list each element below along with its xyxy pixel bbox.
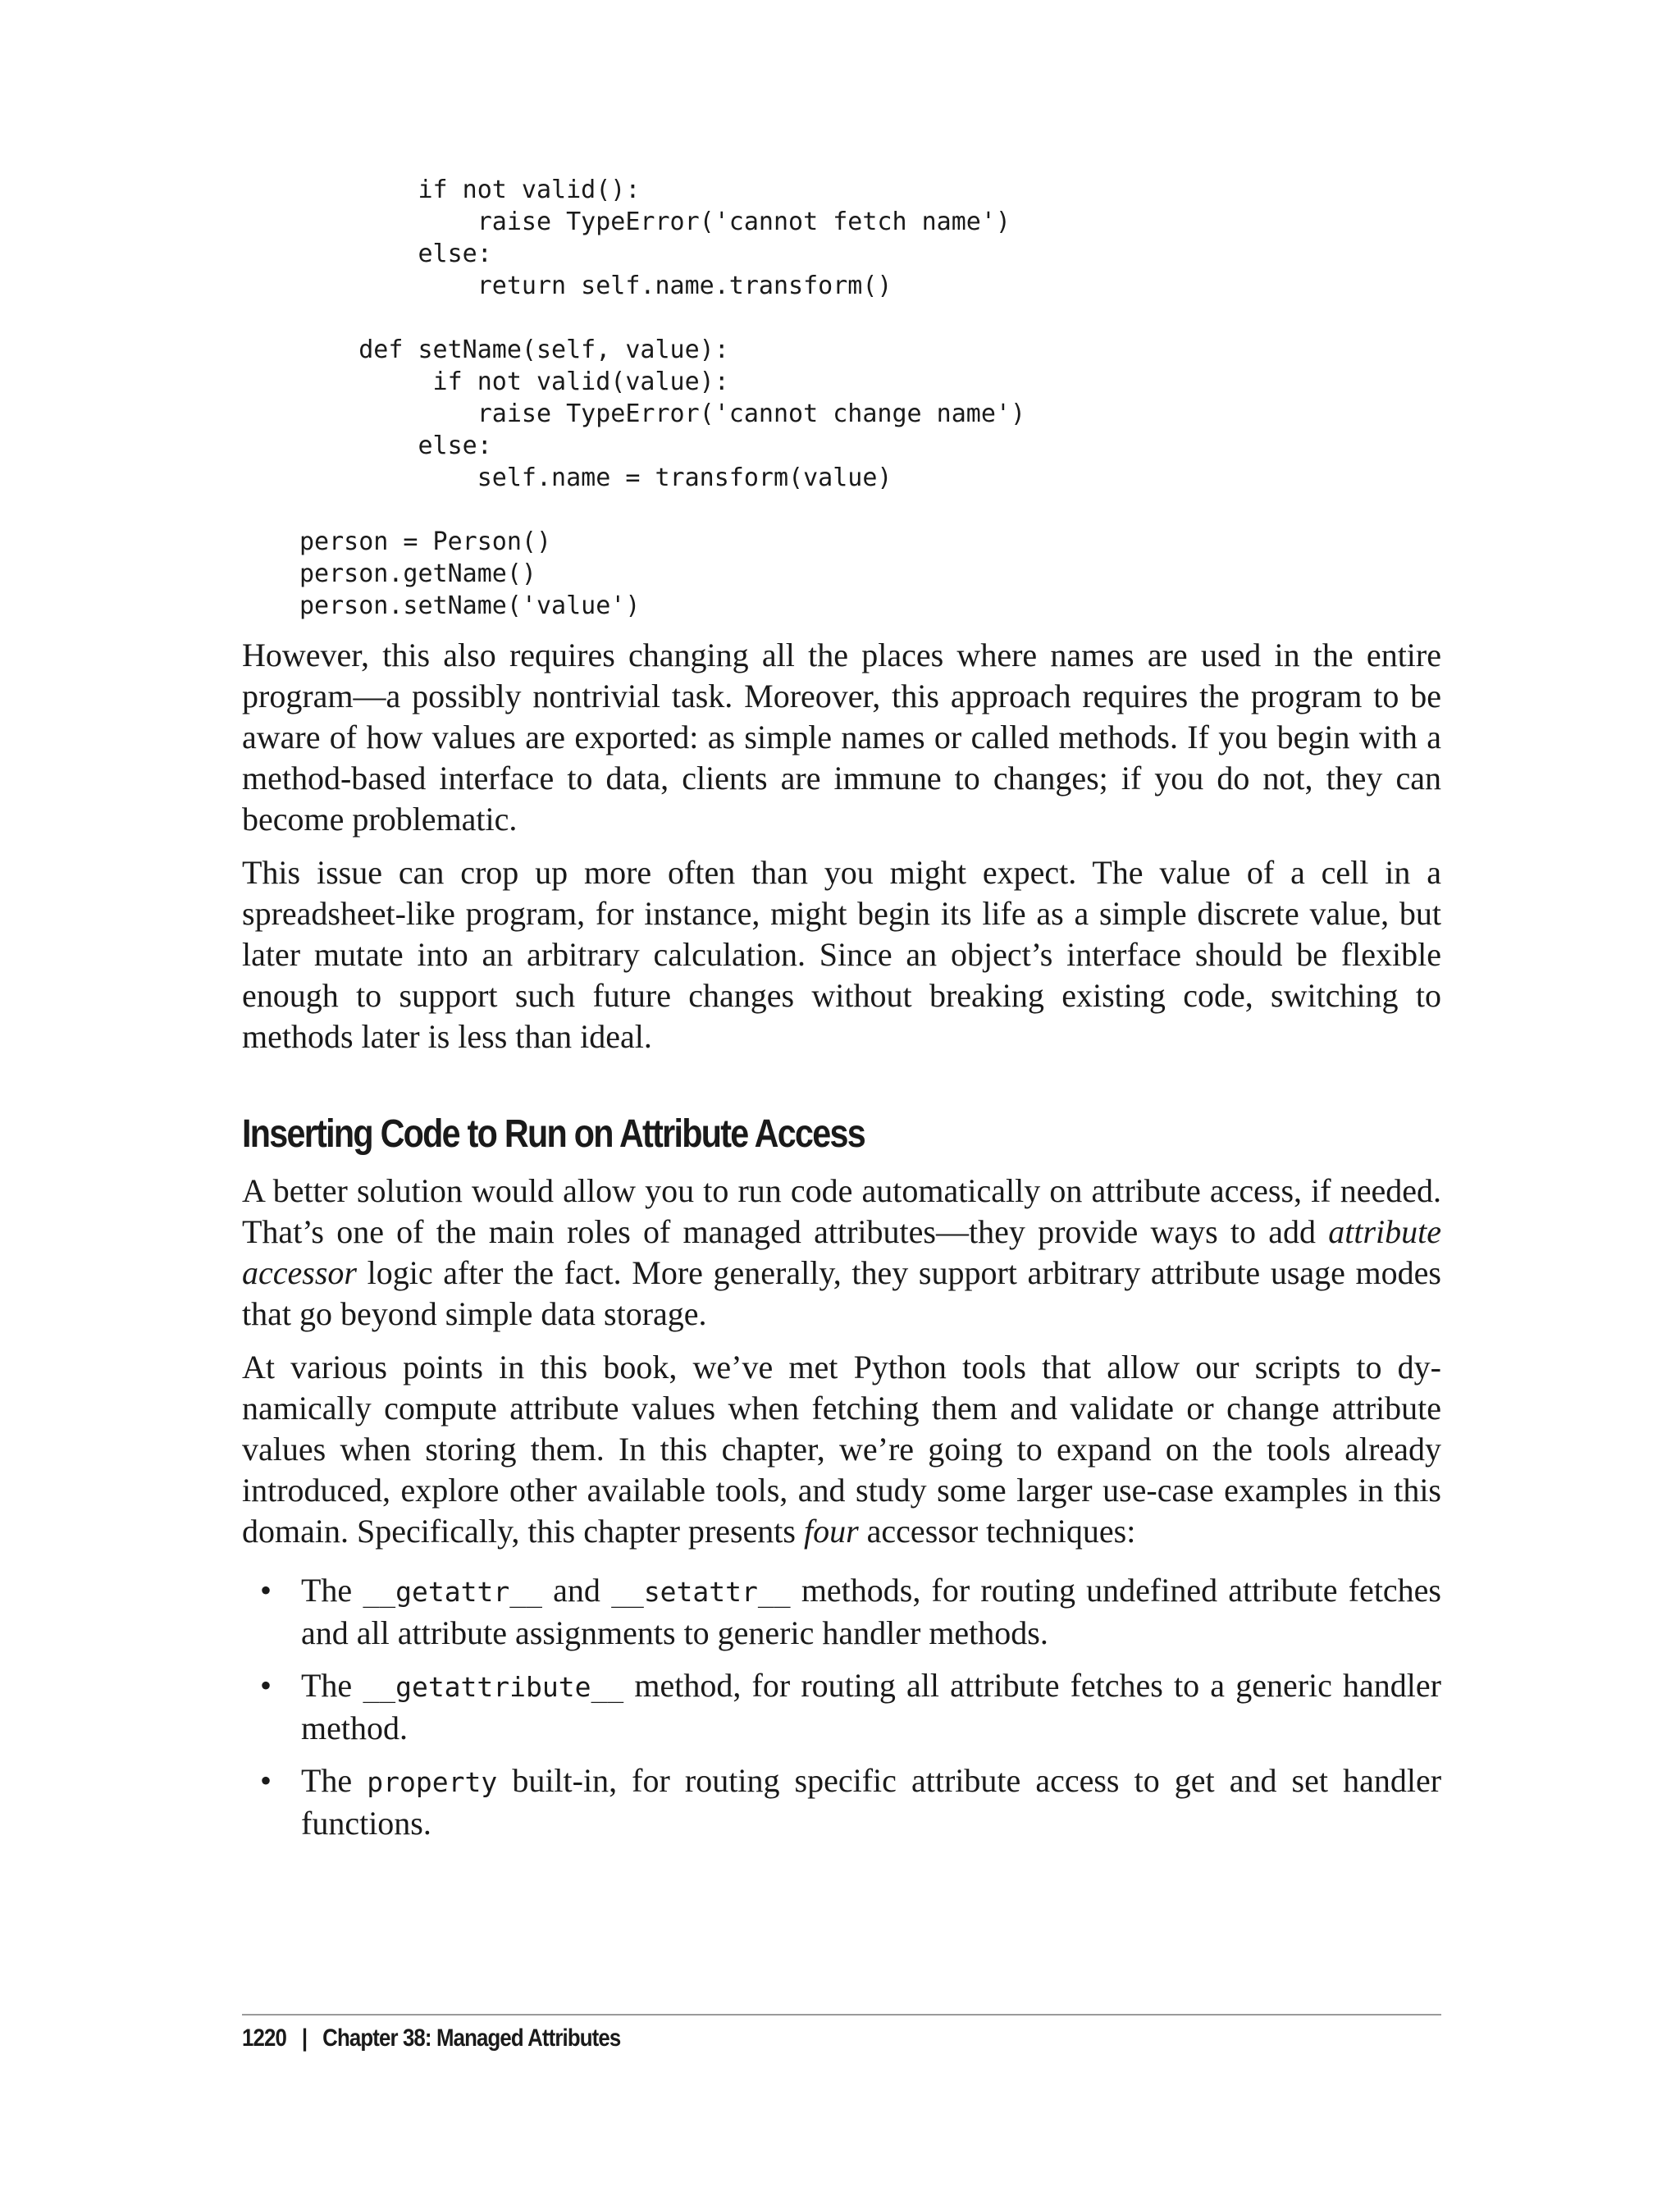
text-run: At various points in this book, we’ve met Python tools that allow our scripts to dynamically compute attribute values when fetching them and validate or change attribute values when storing them. In this chapter, we’re going to expand on the tools already introduced, explore other available tools, and study some larger use-case examples in this domain. Specifically, this chapter presents: [242, 1349, 1441, 1550]
code-line: else:: [299, 431, 492, 460]
page-footer: [242, 2025, 620, 2052]
text-run: The: [301, 1572, 363, 1609]
inline-code: __setattr__: [611, 1576, 791, 1608]
code-line: person.getName(): [299, 559, 536, 588]
code-line: raise TypeError('cannot fetch name'): [299, 208, 1011, 236]
text-run: and: [541, 1572, 612, 1609]
code-line: [299, 302, 1441, 334]
text-run: method, for routing all attribute fetches to a generic handler method.: [301, 1667, 1441, 1746]
list-item: [242, 1665, 1441, 1749]
inline-code: __getattr__: [363, 1576, 542, 1608]
paragraph-spreadsheet-example: This issue can crop up more often than you might expect. The value of a cell in a spreadsheet-like program, for instance, might begin its life as a simple discrete value, but later mutate into an arbitrary calculation. Since an object’s interface should be flexible enough to support such future changes without breaking existing code, switching to methods later is less than ideal.: [242, 854, 1441, 1055]
code-line: raise TypeError('cannot change name'): [299, 399, 1026, 428]
code-block: [299, 174, 1441, 622]
paragraph-python-tools: [242, 1347, 1441, 1552]
inline-code: __getattribute__: [363, 1671, 624, 1703]
code-line: person.setName('value'): [299, 591, 641, 620]
bullet-icon: •: [260, 1667, 272, 1704]
code-line: return self.name.transform(): [299, 272, 892, 300]
emphasis-text: four: [803, 1513, 859, 1550]
paragraph-better-solution: [242, 1171, 1441, 1335]
code-line: person = Person(): [299, 527, 552, 556]
footer-divider: [242, 2014, 1441, 2016]
technique-list: [242, 1570, 1441, 1844]
inline-code: property: [367, 1766, 498, 1798]
emphasis-text: attribute accessor: [242, 1213, 1441, 1291]
footer-separator: |: [301, 2025, 308, 2052]
chapter-title: Chapter 38: Managed Attributes: [322, 2025, 621, 2052]
code-line: else:: [299, 240, 492, 268]
text-run: accessor techniques:: [858, 1513, 1136, 1550]
text-run: The: [301, 1762, 368, 1799]
code-line: [299, 494, 1441, 526]
code-line: def setName(self, value):: [299, 336, 729, 364]
code-line: if not valid():: [299, 176, 641, 204]
text-run: methods, for routing undefined attribute fetches and all attribute assignments to generic handler methods.: [301, 1572, 1441, 1651]
code-line: if not valid(value):: [299, 368, 729, 396]
bullet-icon: •: [260, 1572, 272, 1609]
list-item: [242, 1570, 1441, 1654]
page-number: 1220: [242, 2025, 286, 2052]
page-content: [242, 174, 1441, 1856]
text-run: logic after the fact. More generally, they support arbitrary attribute usage modes that go beyond simple data storage.: [242, 1254, 1441, 1332]
code-line: self.name = transform(value): [299, 463, 892, 492]
section-heading: Inserting Code to Run on Attribute Access: [242, 1112, 865, 1156]
text-run: built-in, for routing specific attribute access to get and set handler functions.: [301, 1762, 1442, 1842]
bullet-icon: •: [260, 1762, 272, 1799]
text-run: A better solution would allow you to run code automatically on attribute access, if needed. That’s one of the main roles of managed attributes—they provide ways to add: [242, 1172, 1441, 1250]
paragraph-program-changes: However, this also requires changing all the places where names are used in the entire program—a possibly nontrivial task. Moreover, this approach requires the program to be aware of how values are exported: as simple names or called methods. If you begin with a method-based interface to data, clients are immune to changes; if you do not, they can become problematic.: [242, 637, 1441, 838]
text-run: The: [301, 1667, 363, 1704]
list-item: [242, 1760, 1441, 1844]
